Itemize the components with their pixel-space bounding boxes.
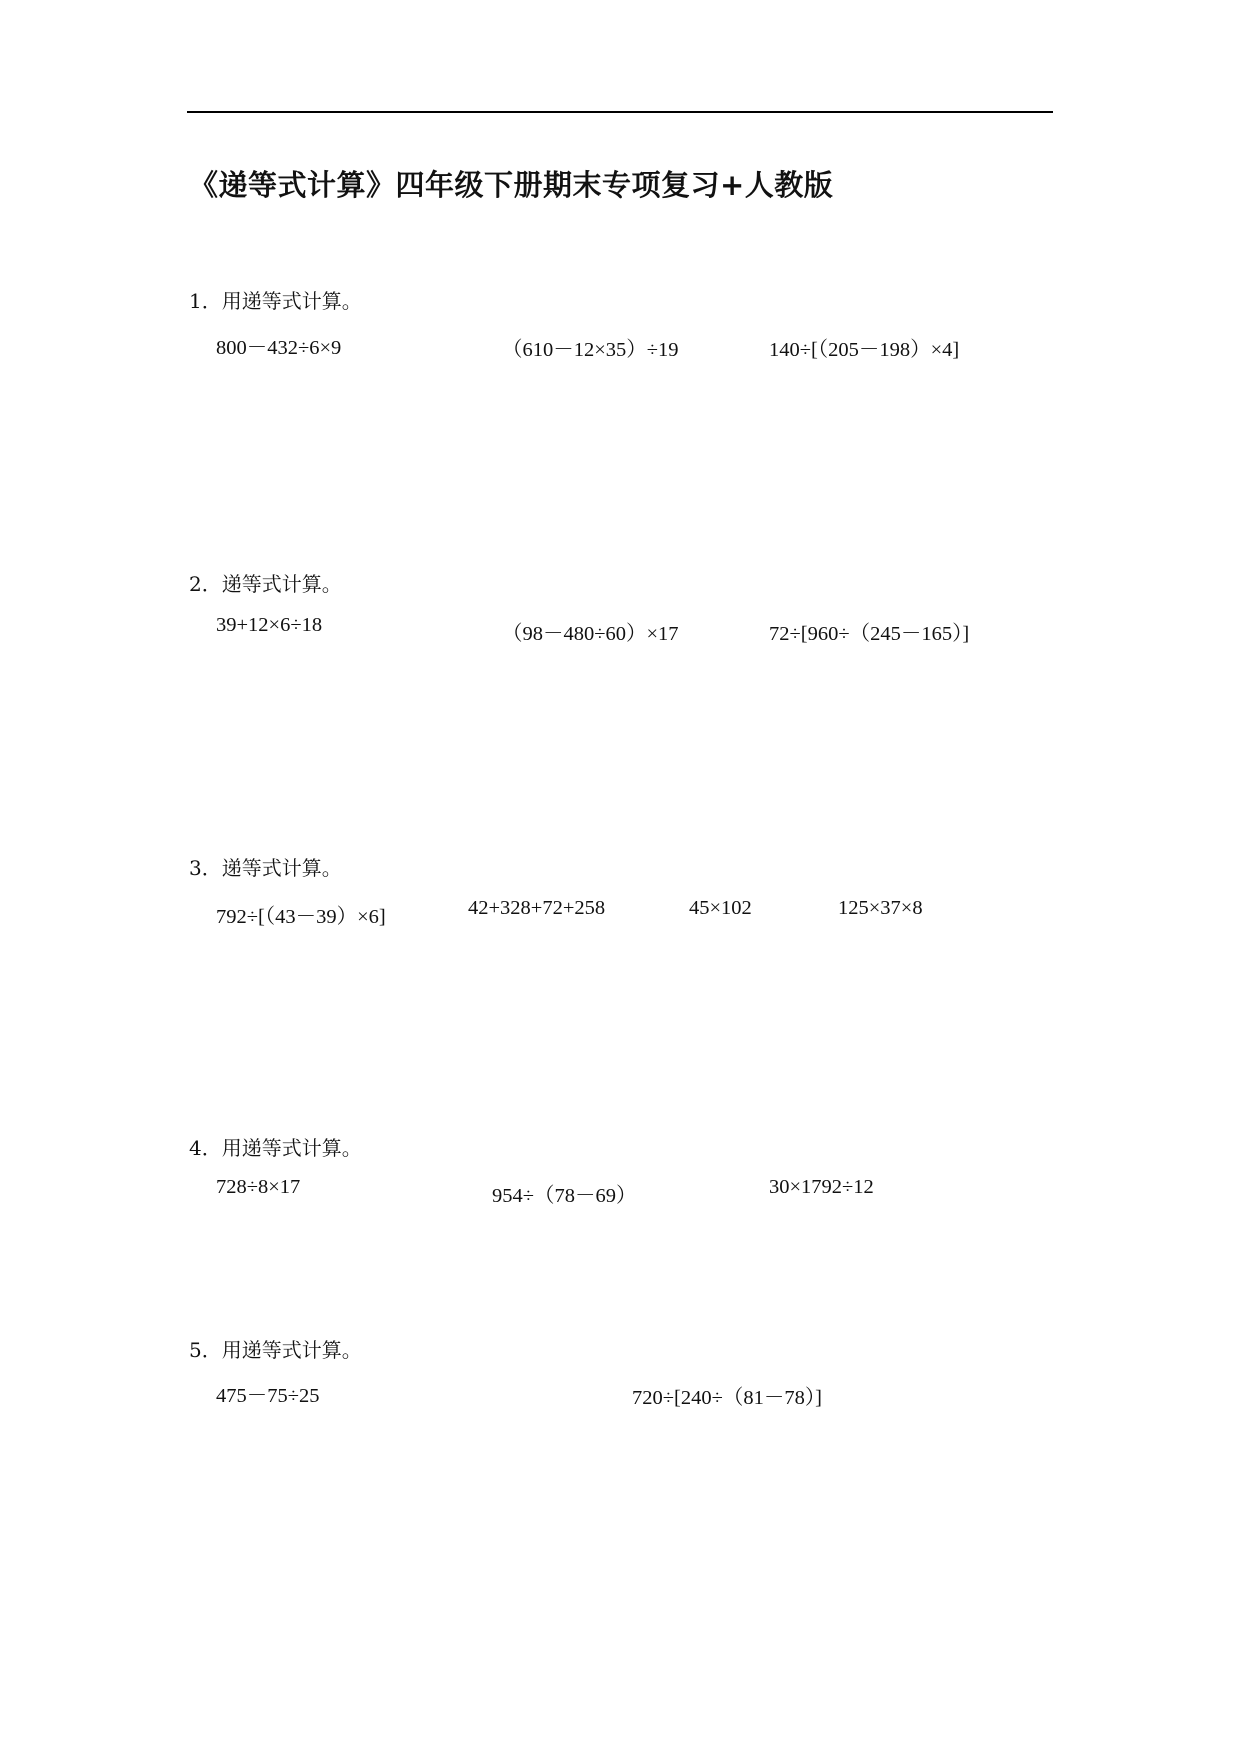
question-3-expression-3: 45×102 — [689, 897, 752, 919]
question-1-label: 1．用递等式计算。 — [189, 289, 362, 313]
question-2-expression-1: 39+12×6÷18 — [216, 614, 323, 636]
question-3-expression-1: 792÷[（43－39）×6] — [216, 906, 386, 928]
question-2-expression-3: 72÷[960÷（245－165）] — [769, 623, 970, 645]
question-5-expression-2: 720÷[240÷（81－78）] — [632, 1387, 822, 1409]
question-2-expression-2: （98－480÷60）×17 — [502, 623, 679, 645]
question-1-expression-2: （610－12×35）÷19 — [502, 339, 679, 361]
question-4-expression-2: 954÷（78－69） — [492, 1185, 637, 1207]
question-2-label: 2．递等式计算。 — [189, 572, 342, 596]
document-title: 《递等式计算》四年级下册期末专项复习+人教版 — [189, 168, 834, 202]
question-5-label: 5．用递等式计算。 — [189, 1338, 362, 1362]
header-rule — [187, 111, 1053, 113]
question-4-expression-1: 728÷8×17 — [216, 1176, 301, 1198]
question-3-expression-4: 125×37×8 — [838, 897, 923, 919]
question-3-label: 3．递等式计算。 — [189, 856, 342, 880]
question-4-expression-3: 30×1792÷12 — [769, 1176, 874, 1198]
question-1-expression-3: 140÷[（205－198）×4] — [769, 339, 960, 361]
question-4-label: 4．用递等式计算。 — [189, 1136, 362, 1160]
question-3-expression-2: 42+328+72+258 — [468, 897, 606, 919]
question-5-expression-1: 475－75÷25 — [216, 1385, 320, 1407]
question-1-expression-1: 800－432÷6×9 — [216, 337, 342, 359]
